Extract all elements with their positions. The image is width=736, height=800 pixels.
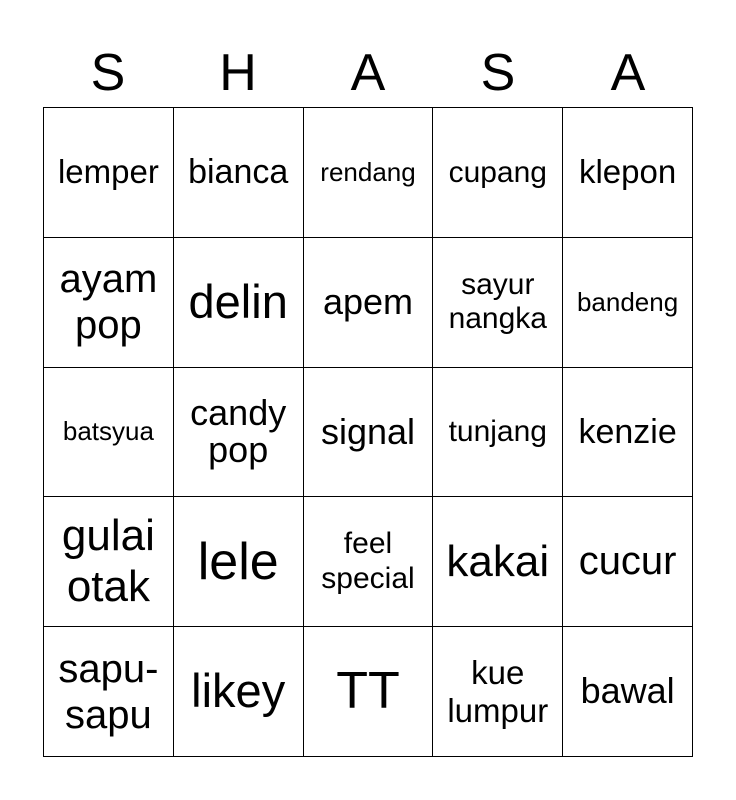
bingo-cell[interactable] — [433, 368, 563, 498]
cell-label: kue lumpur — [447, 653, 549, 729]
bingo-cell[interactable] — [174, 238, 304, 368]
cell-label: klepon — [578, 152, 677, 190]
bingo-cell[interactable] — [563, 108, 693, 238]
header-letter-1: S — [90, 44, 126, 102]
header-letter-4: S — [480, 44, 516, 102]
bingo-cell[interactable] — [304, 238, 434, 368]
bingo-cell[interactable] — [304, 368, 434, 498]
bingo-cell[interactable] — [44, 108, 174, 238]
header-letter-5: A — [610, 44, 646, 102]
bingo-cell[interactable] — [44, 238, 174, 368]
bingo-cell[interactable] — [563, 627, 693, 757]
cell-label: sayur nangka — [448, 267, 547, 336]
cell-label: TT — [336, 662, 400, 721]
bingo-cell[interactable] — [174, 627, 304, 757]
bingo-cell[interactable] — [174, 368, 304, 498]
cell-label: kakai — [446, 537, 550, 587]
bingo-cell[interactable] — [304, 108, 434, 238]
cell-label: kenzie — [578, 412, 677, 451]
cell-label: lemper — [57, 152, 159, 190]
cell-label: bianca — [188, 153, 289, 192]
cell-label: feel special — [321, 527, 415, 595]
cell-label: gulai otak — [61, 511, 155, 611]
cell-label: likey — [191, 664, 286, 718]
cell-label: ayam pop — [59, 257, 158, 348]
bingo-cell[interactable] — [563, 368, 693, 498]
cell-label: apem — [322, 281, 414, 323]
cell-label: batsyua — [62, 416, 154, 447]
bingo-cell[interactable] — [433, 497, 563, 627]
bingo-cell[interactable] — [563, 497, 693, 627]
header-letter-2: H — [219, 44, 257, 102]
cell-label: delin — [188, 274, 288, 328]
bingo-cell[interactable] — [433, 238, 563, 368]
bingo-board — [43, 107, 693, 757]
cell-label: bawal — [580, 670, 675, 712]
header-letter-3: A — [350, 44, 386, 102]
bingo-cell[interactable] — [174, 108, 304, 238]
bingo-cell[interactable] — [304, 497, 434, 627]
bingo-cell[interactable] — [44, 627, 174, 757]
cell-label: signal — [320, 410, 416, 452]
cell-label: rendang — [320, 156, 416, 187]
cell-label: tunjang — [448, 415, 547, 449]
cell-label: candy pop — [190, 392, 287, 470]
bingo-cell[interactable] — [304, 627, 434, 757]
bingo-cell[interactable] — [433, 627, 563, 757]
bingo-cell[interactable] — [44, 368, 174, 498]
bingo-header — [43, 40, 693, 106]
cell-label: cupang — [448, 155, 547, 189]
bingo-cell[interactable] — [433, 108, 563, 238]
cell-label: sapu-sapu — [58, 646, 159, 737]
cell-label: lele — [197, 532, 279, 591]
cell-label: bandeng — [576, 286, 679, 317]
bingo-cell[interactable] — [174, 497, 304, 627]
bingo-cell[interactable] — [563, 238, 693, 368]
bingo-cell[interactable] — [44, 497, 174, 627]
cell-label: cucur — [578, 539, 677, 584]
